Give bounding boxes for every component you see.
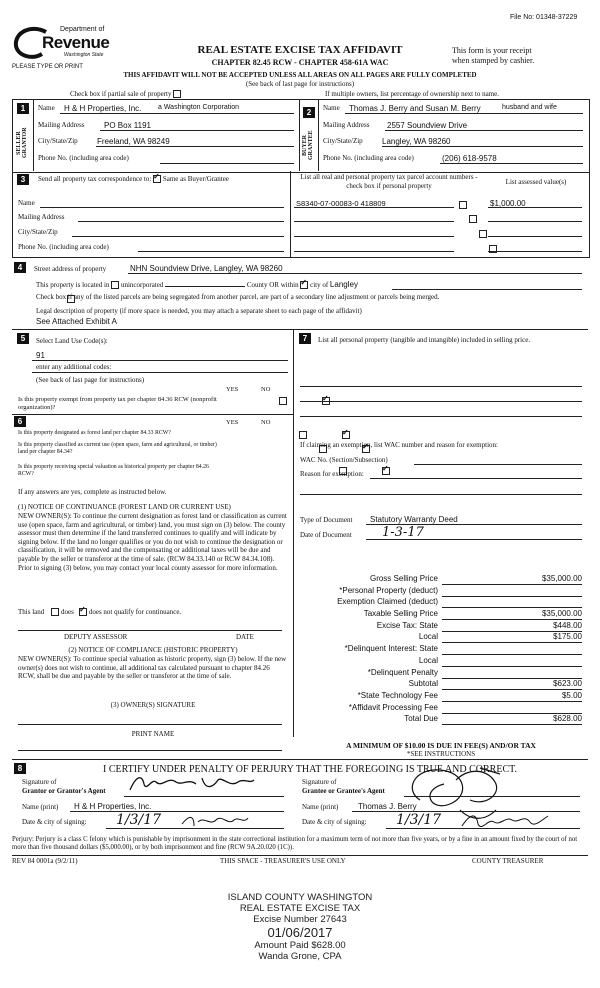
- parcel-personal-checkbox-1[interactable]: [459, 201, 467, 209]
- stamp-line-3: Excise Number 27643: [253, 914, 347, 925]
- see-instructions: *SEE INSTRUCTIONS: [406, 750, 476, 758]
- historic-no-checkbox[interactable]: [382, 467, 390, 475]
- logo-name: Revenue: [42, 33, 110, 52]
- seller-side-label: SELLER GRANTOR: [16, 127, 28, 159]
- land-use-code[interactable]: 91: [36, 351, 45, 360]
- calc-row: Excise Tax: State $448.00: [376, 620, 582, 630]
- buyer-name-extra[interactable]: husband and wife: [502, 104, 557, 111]
- owner-signature-label: (3) OWNER(S) SIGNATURE: [110, 701, 196, 709]
- warning: THIS AFFIDAVIT WILL NOT BE ACCEPTED UNLESS ALL AREAS ON ALL PAGES ARE FULLY COMPLETED: [123, 71, 477, 79]
- buyer-name[interactable]: Thomas J. Berry and Susan M. Berry: [349, 104, 481, 113]
- question-current-use: Is this property classified as current use (open space, farm and agricultural, or timber) land per chapter 84.34?: [18, 442, 217, 455]
- send-correspondence: Send all property tax correspondence to: ✓ Same as Buyer/Grantee: [38, 175, 229, 183]
- calc-row: *Delinquent Penalty: [300, 668, 582, 680]
- perjury-note: Perjury: Perjury is a class C felony which is punishable by imprisonment in the state correctional institution for a maximum term of not more than five years, or by a fine in an amount fixed by the court of not more than five thousand dollars ($5,000.00), or by both imprisonment and fine (RCW 9A.20.020 (1C)).: [12, 836, 578, 852]
- chapter: CHAPTER 82.45 RCW - CHAPTER 458-61A WAC: [211, 58, 389, 67]
- calc-row: Local $175.00: [418, 632, 582, 642]
- segregated-checkbox[interactable]: [67, 295, 75, 303]
- same-as-buyer-checkbox[interactable]: [153, 175, 161, 183]
- calc-value[interactable]: $35,000.00: [541, 609, 582, 619]
- street-label: Street address of property: [34, 265, 107, 273]
- tax-city-label: City/State/Zip: [18, 228, 58, 236]
- certify: I CERTIFY UNDER PENALTY OF PERJURY THAT THE FOREGOING IS TRUE AND CORRECT.: [103, 764, 517, 775]
- legal-description[interactable]: See Attached Exhibit A: [36, 317, 117, 326]
- buyer-phone[interactable]: (206) 618-9578: [442, 154, 497, 163]
- yes-header-6: YES: [226, 419, 239, 426]
- unincorporated-checkbox[interactable]: [111, 281, 119, 289]
- page-title: REAL ESTATE EXCISE TAX AFFIDAVIT: [197, 44, 403, 56]
- no-header-5: NO: [261, 386, 271, 393]
- notice-1-title: (1) NOTICE OF CONTINUANCE (FOREST LAND OR CURRENT USE): [18, 503, 231, 511]
- buyer-phone-label: Phone No. (including area code): [323, 154, 414, 162]
- seller-signature-icon[interactable]: [126, 772, 256, 796]
- buyer-sig-label-1: Signature of: [302, 778, 337, 786]
- seller-phone-label: Phone No. (including area code): [38, 154, 129, 162]
- seller-printed-name[interactable]: H & H Properties, Inc.: [74, 802, 152, 811]
- tax-name-label: Name: [18, 199, 35, 207]
- parcel-personal-checkbox-3[interactable]: [479, 230, 487, 238]
- exempt-yes-checkbox[interactable]: [279, 397, 287, 405]
- logo-dept: Department of: [60, 26, 105, 33]
- seller-sig-label-1: Signature of: [22, 778, 57, 786]
- does-not-qualify-checkbox[interactable]: [79, 608, 87, 616]
- seller-city-scribble-icon: [180, 812, 250, 830]
- section-2-number: 2: [303, 107, 315, 118]
- calc-row: Local: [300, 656, 582, 668]
- stamp-line-4: 01/06/2017: [267, 925, 333, 940]
- buyer-date-label: Date & city of signing:: [302, 818, 367, 826]
- seller-date-label: Date & city of signing:: [22, 818, 87, 826]
- section-1-number: 1: [17, 103, 29, 114]
- buyer-side-label: BUYER GRANTEE: [302, 130, 314, 160]
- forest-no-checkbox[interactable]: [342, 431, 350, 439]
- seller-name-extra[interactable]: a Washington Corporation: [158, 104, 240, 111]
- treasurer-stamp: [200, 892, 400, 962]
- parcel-personal-checkbox-2[interactable]: [469, 215, 477, 223]
- multiple-owners-note: If multiple owners, list percentage of ownership next to name.: [325, 90, 499, 98]
- street-address[interactable]: NHN Soundview Drive, Langley, WA 98260: [130, 264, 283, 273]
- seller-sign-date[interactable]: 1/3/17: [116, 812, 162, 828]
- buyer-sign-date[interactable]: 1/3/17: [396, 812, 442, 828]
- calc-row: *Personal Property (deduct): [300, 586, 582, 598]
- buyer-sig-label-2: Grantee or Grantee's Agent: [302, 787, 385, 795]
- stamp-line-6: Wanda Grone, CPA: [258, 951, 342, 962]
- stamp-line-1: ISLAND COUNTY WASHINGTON: [227, 892, 373, 903]
- section-4-number: 4: [14, 262, 26, 273]
- notice-2-text: NEW OWNER(S): To continue special valuation as historic property, sign (3) below. If the new owner(s) does not wish to continue, all additional tax calculated pursuant to chapter 84.26 RCW, shall be due and payable by the seller or transferor at the time of sale.: [18, 655, 287, 681]
- located-in: This property is located in unincorporated County OR within ✓ city of Langley: [36, 280, 358, 289]
- doc-date-label: Date of Document: [300, 531, 352, 539]
- see-back-5: (See back of last page for instructions): [36, 376, 145, 384]
- assessed-header: List assessed value(s): [505, 178, 567, 186]
- buyer-city[interactable]: Langley, WA 98260: [382, 137, 451, 146]
- seller-sig-label-2: Grantor or Grantor's Agent: [22, 787, 106, 795]
- qualify-line: This land does ✓ does not qualify for continuance.: [18, 608, 181, 616]
- calc-value[interactable]: $448.00: [553, 620, 582, 630]
- notice-1-text: NEW OWNER(S): To continue the current designation as forest land or classification as current use (open space, farm and agricultural, or timber) land, you must sign on (3) below. The county assessor must then determine if the land transferred continues to qualify and will indicate by signing below. If the land no longer qualifies or you do not wish to continue the designation or classification, it will be removed and the compensating or additional taxes will be due and payable by the seller or transferor at the time of sale. (RCW 84.33.140 or RCW 84.34.108). Prior to signing (3) below, you may contact your local county assessor for more information.: [18, 512, 287, 572]
- partial-sale-label: Check box if partial sale of property: [70, 90, 181, 98]
- calc-row: *Affidavit Processing Fee: [300, 703, 582, 715]
- treasurer-space: THIS SPACE - TREASURER'S USE ONLY: [220, 857, 346, 865]
- calc-row: *Delinquent Interest: State: [300, 644, 582, 656]
- receipt-note-2: when stamped by cashier.: [452, 56, 535, 65]
- buyer-name-label: Name: [323, 104, 340, 112]
- does-qualify-checkbox[interactable]: [51, 608, 59, 616]
- rev-code: REV 84 0001a (9/2/11): [12, 857, 78, 865]
- county-treasurer: COUNTY TREASURER: [472, 857, 544, 865]
- minimum-due: A MINIMUM OF $10.00 IS DUE IN FEE(S) AND/OR TAX: [346, 741, 536, 750]
- partial-sale-checkbox[interactable]: [173, 90, 181, 98]
- wac-label: WAC No. (Section/Subsection): [300, 456, 388, 464]
- seller-name-label: Name: [38, 104, 55, 112]
- additional-codes-label: enter any additional codes:: [36, 363, 112, 371]
- yes-header-5: YES: [226, 386, 239, 393]
- seller-mail-label: Mailing Address: [38, 121, 85, 129]
- buyer-name-print-label: Name (print): [302, 803, 339, 811]
- section-3-number: 3: [17, 174, 29, 185]
- seller-mail[interactable]: PO Box 1191: [104, 121, 151, 130]
- doc-type-label: Type of Document: [300, 516, 353, 524]
- assessor-date: DATE: [236, 633, 254, 641]
- exemption-label: If claiming an exemption, list WAC number and reason for exemption:: [300, 441, 498, 449]
- parcel-header: List all real and personal property tax parcel account numbers - check box if personal property: [300, 173, 478, 190]
- calc-row: Total Due $628.00: [404, 714, 582, 724]
- stamp-line-2: REAL ESTATE EXCISE TAX: [239, 903, 361, 914]
- city-checkbox[interactable]: [300, 281, 308, 289]
- section-8-number: 8: [14, 763, 26, 774]
- calc-value[interactable]: $623.00: [553, 679, 582, 689]
- seller-city-label: City/State/Zip: [38, 137, 78, 145]
- deputy-assessor: DEPUTY ASSESSOR: [64, 633, 128, 641]
- seller-name[interactable]: H & H Properties, Inc.: [64, 104, 142, 113]
- parcel-number[interactable]: S8340-07-00083-0 418809: [296, 199, 386, 208]
- doc-date[interactable]: 1-3-17: [382, 525, 424, 540]
- personal-property-label: List all personal property (tangible and intangible) included in selling price.: [318, 336, 531, 344]
- calc-row: Exemption Claimed (deduct): [300, 597, 582, 609]
- forest-yes-checkbox[interactable]: [299, 431, 307, 439]
- calc-value[interactable]: $175.00: [553, 632, 582, 642]
- if-yes-note: If any answers are yes, complete as instructed below.: [18, 488, 167, 496]
- receipt-note-1: This form is your receipt: [452, 46, 532, 55]
- see-back: (See back of last page for instructions): [245, 80, 355, 88]
- please-type: PLEASE TYPE OR PRINT: [12, 64, 83, 70]
- file-number: File No: 01348-37229: [510, 14, 578, 21]
- buyer-city-label: City/State/Zip: [323, 137, 363, 145]
- question-historic: Is this property receiving special valuation as historical property per chapter 84.26 RCW?: [18, 464, 209, 477]
- calc-row: Subtotal $623.00: [408, 679, 582, 689]
- legal-description-label: Legal description of property (if more space is needed, you may attach a separate sheet to each page of the affidavit): [36, 307, 362, 315]
- question-forest: Is this property designated as forest land per chapter 84.33 RCW?: [18, 430, 171, 436]
- buyer-mail-label: Mailing Address: [323, 121, 370, 129]
- tax-mail-label: Mailing Address: [18, 213, 65, 221]
- calc-row: Taxable Selling Price $35,000.00: [363, 609, 582, 619]
- section-5-number: 5: [17, 333, 29, 344]
- buyer-printed-name[interactable]: Thomas J. Berry: [358, 802, 417, 811]
- reason-label: Reason for exemption:: [300, 470, 364, 478]
- section-7-number: 7: [299, 333, 311, 344]
- stamp-line-5: Amount Paid $628.00: [254, 940, 346, 951]
- tax-calc-table: [300, 574, 582, 726]
- buyer-mail[interactable]: 2557 Soundview Drive: [387, 121, 468, 130]
- city-name[interactable]: Langley: [329, 280, 358, 289]
- section-6-number: 6: [14, 416, 26, 427]
- seller-name-print-label: Name (print): [22, 803, 59, 811]
- doc-type[interactable]: Statutory Warranty Deed: [370, 515, 458, 524]
- calc-value[interactable]: $5.00: [561, 690, 582, 700]
- exempt-question: Is this property exempt from property tax per chapter 84.36 RCW (nonprofit organization)?: [18, 396, 217, 411]
- logo-sub: Washington State: [64, 52, 104, 58]
- revenue-logo: [12, 24, 122, 64]
- no-header-6: NO: [261, 419, 271, 426]
- seller-city[interactable]: Freeland, WA 98249: [97, 137, 170, 146]
- calc-row: *State Technology Fee $5.00: [357, 690, 582, 700]
- calc-value[interactable]: $35,000.00: [541, 574, 582, 583]
- assessed-value[interactable]: $1,000.00: [490, 199, 526, 208]
- calc-row: Gross Selling Price $35,000.00: [369, 574, 582, 583]
- tax-phone-label: Phone No. (including area code): [18, 243, 109, 251]
- buyer-city-scribble-icon: [460, 810, 550, 832]
- land-use-label: Select Land Use Code(s):: [36, 337, 108, 345]
- calc-value[interactable]: $628.00: [553, 714, 582, 724]
- notice-2-title: (2) NOTICE OF COMPLIANCE (HISTORIC PROPERTY): [68, 646, 238, 654]
- segregated-note: Check box if any of the listed parcels are being segregated from another parcel, are part of a secondary line adjustment or parcels being merged.: [36, 293, 440, 301]
- print-name-label: PRINT NAME: [131, 730, 175, 738]
